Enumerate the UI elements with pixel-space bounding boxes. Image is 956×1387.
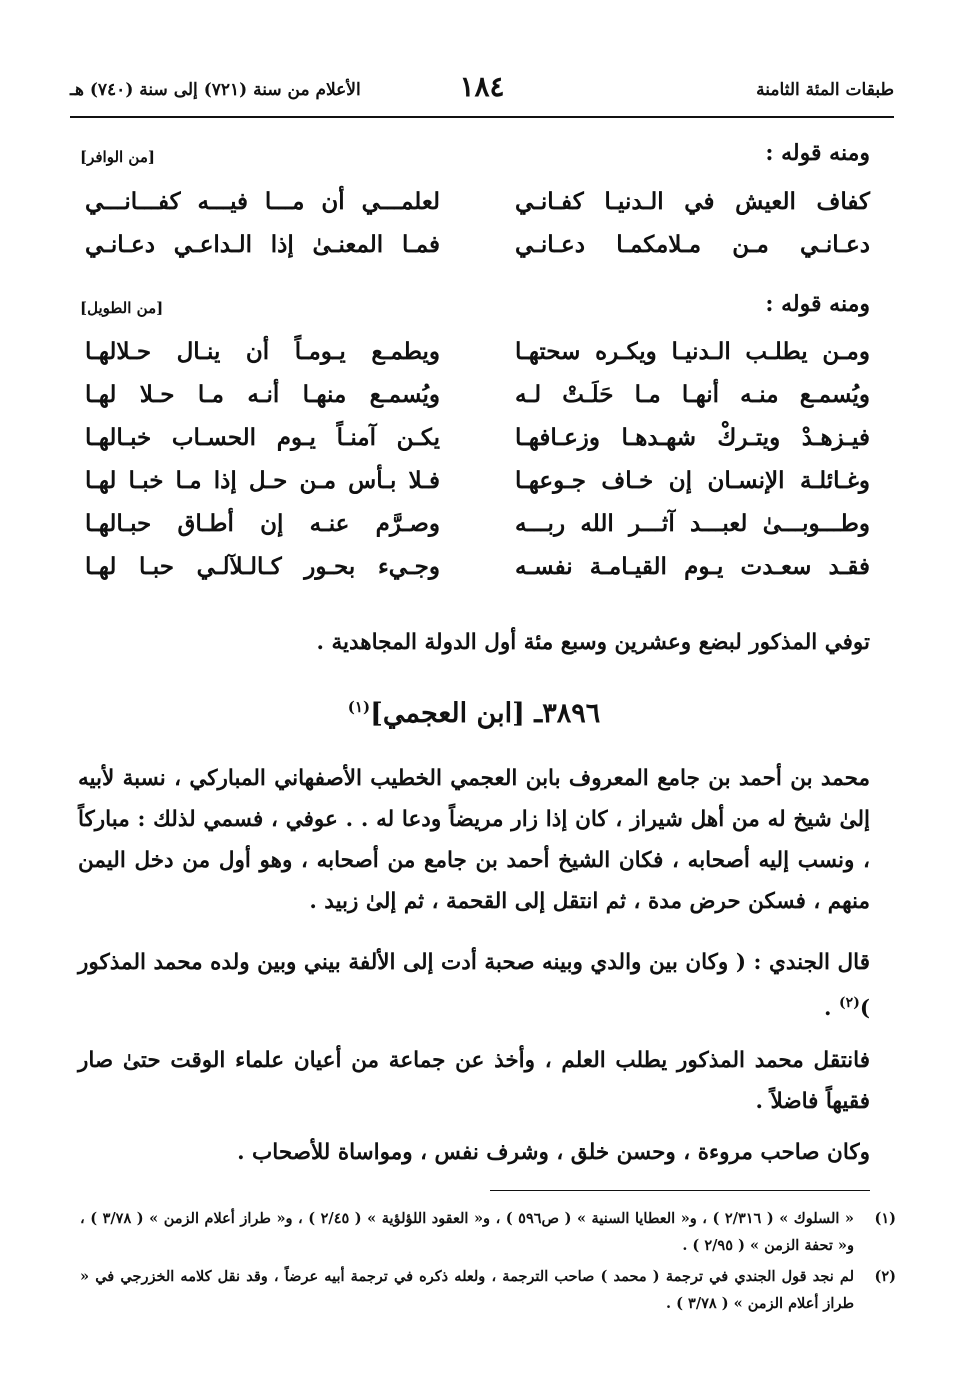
verse-first-hemistich: وطـــوبـــىٰ لعبـــد آثـــر الله ربـــه [515, 510, 870, 537]
entry-title [78, 698, 870, 729]
verse-second-hemistich: وجـيء بحـور كـالـلآلـي حبـا لهـا [85, 553, 440, 580]
footnote-rule [490, 1190, 870, 1191]
quote-end: . [824, 996, 840, 1022]
verse [85, 553, 870, 596]
verse [85, 467, 870, 510]
verse-first-hemistich: ويُسمـع منـه أنهـا مـا حَلَـتْ لـه [515, 381, 870, 408]
entry-title-text: ٣٨٩٦ـ [ابن العجمي] [370, 698, 601, 729]
poem2-meter: [من الطويل] [80, 299, 164, 317]
verse-second-hemistich: فمـا المعنـىٰ إذا الـداعـي دعـانـي [85, 231, 440, 258]
verse-first-hemistich: فيـزهـدْ ويتـركْ شهـدهـا وزعـافهـا [515, 424, 870, 451]
verse-first-hemistich: فقـد سعـدت يـوم القيـامـة نفسـه [515, 553, 870, 580]
header-rule [70, 116, 894, 118]
header-year-range: الأعلام من سنة (٧٢١) إلى سنة (٧٤٠) هـ [70, 80, 361, 100]
running-header [70, 70, 894, 110]
verse-second-hemistich: وصـرَّم عنـه إن أطـاق حبـالهـا [85, 510, 440, 537]
verse-second-hemistich: ويطمـع يـومـاً أن ينـال حـلالهـا [85, 338, 440, 365]
paragraph-biography: محمد بن أحمد بن جامع المعروف بابن العجمي الخطيب الأصفهاني المباركي ، نسبة لأبيه إلىٰ شيخ له من أهل شيراز ، كان إذا زار مريضاً ودعا له . . عوفي ، فسمي لذلك : مباركاً ، ونسب إليه أصحابه ، فكان الشيخ أحمد بن جامع من أصحابه ، وهو أول من دخل اليمن منهم ، فسكن حرض مدة ، ثم انتقل إلى القحمة ، ثم إلىٰ زبيد . [78, 766, 870, 914]
verse-first-hemistich: دعـانـي مـن مـلامكمـا دعـانـي [515, 231, 870, 258]
verse [85, 424, 870, 467]
verse [85, 381, 870, 424]
quote-text: قال الجندي : ( وكان بين والدي وبينه صحبة أدت إلى الألفة بيني وبين ولده محمد المذكور ) [78, 950, 870, 1022]
paragraph-study: فانتقل محمد المذكور يطلب العلم ، وأخذ عن جماعة من أعيان علماء الوقت حتىٰ صار فقيهاً فاضلاً . [78, 1048, 870, 1114]
footnote-item [80, 1205, 896, 1259]
footnote-ref-1[interactable]: (١) [347, 698, 371, 716]
footnote-number: (٢) [874, 1268, 896, 1285]
verse-first-hemistich: ومـن يطلـب الـدنيـا ويكـره سحتهـا [515, 338, 870, 365]
page-number: ١٨٤ [459, 70, 505, 103]
verse-second-hemistich: فـلا بـأس مـن حـل إذا مـا خبـا لهـا [85, 467, 440, 494]
verse [85, 231, 870, 274]
poem1-intro: ومنه قوله : [765, 140, 870, 166]
footnote-item [80, 1263, 896, 1317]
poem1 [85, 188, 870, 274]
footnote-text: « السلوك » ( ٢/٣١٦ ) ، و« العطايا السنية » ( ص٥٩٦ ) ، و« العقود اللؤلؤية » ( ٢/٤٥ ) ، و« طراز أعلام الزمن » ( ٣/٧٨ ) ، و« تحفة الزمن » ( ٢/٩٥ ) . [80, 1210, 854, 1254]
paragraph-character: وكان صاحب مروءة ، وحسن خلق ، وشرف نفس ، ومواساة للأصحاب . [237, 1140, 870, 1165]
footnote-number: (١) [874, 1210, 896, 1227]
verse-first-hemistich: كفاف العيش في الـدنيـا كفـانـي [515, 188, 870, 215]
verse-first-hemistich: وغـائلـة الإنسـان إن خـاف جـوعهـا [515, 467, 870, 494]
header-book-section: طبقات المئة الثامنة [756, 80, 894, 100]
poem2-intro: ومنه قوله : [765, 291, 870, 317]
verse [85, 510, 870, 553]
verse [85, 338, 870, 381]
paragraph-jundi-quote [78, 942, 870, 1029]
footnotes [80, 1205, 896, 1321]
verse-second-hemistich: لعلمـــي أن مـــا فيـــه كفـــانـــي [85, 188, 440, 215]
poem2 [85, 338, 870, 596]
poem1-meter: [من الوافر] [80, 148, 155, 166]
footnote-ref-2[interactable]: (٢) [839, 995, 860, 1011]
death-note: توفي المذكور لبضع وعشرين وسبع مئة أول الدولة المجاهدية . [316, 630, 870, 655]
footnote-text: لم نجد قول الجندي في ترجمة ( محمد ) صاحب الترجمة ، ولعله ذكره في ترجمة أبيه عرضاً ، وقد نقل كلامه الخزرجي في « طراز أعلام الزمن » ( ٣/٧٨ ) . [80, 1268, 854, 1312]
verse-second-hemistich: ويُسمـع منهـا أنـه مـا حـلا لهـا [85, 381, 440, 408]
verse [85, 188, 870, 231]
verse-second-hemistich: يكـن آمنـاً يـوم الحسـاب خبـالهـا [85, 424, 440, 451]
